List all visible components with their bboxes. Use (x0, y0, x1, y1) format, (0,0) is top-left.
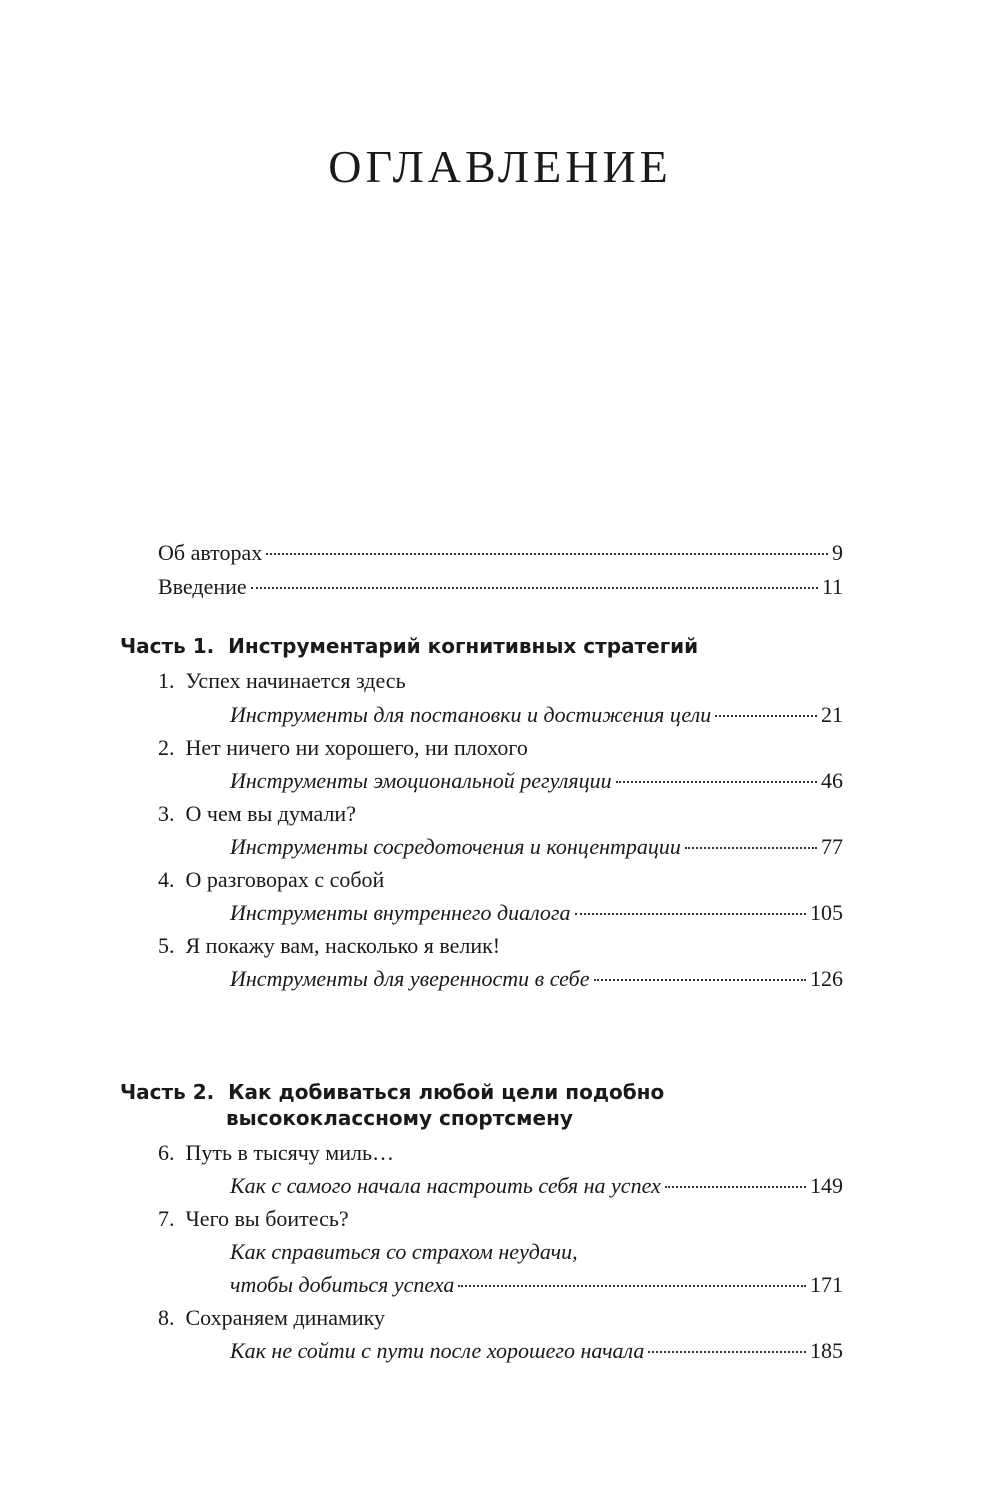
toc-page-number: 77 (821, 834, 843, 859)
chapter-7-title[interactable] (158, 1206, 349, 1232)
chapter-title: Путь в тысячу миль… (185, 1140, 394, 1165)
chapter-number: 3. (158, 801, 175, 826)
part-label: Часть 1. (120, 634, 215, 658)
part-2-heading (120, 1080, 664, 1104)
chapter-subtitle: Инструменты для постановки и достижения цели (230, 702, 712, 727)
chapter-title: Я покажу вам, насколько я велик! (185, 933, 501, 958)
toc-page-number: 105 (810, 900, 843, 925)
chapter-6-title[interactable] (158, 1140, 394, 1166)
chapter-5-subtitle-entry[interactable] (230, 966, 843, 992)
dot-leader (575, 913, 806, 915)
toc-page-number: 46 (821, 768, 843, 793)
chapter-6-subtitle-entry[interactable] (230, 1173, 843, 1199)
part-label: Часть 2. (120, 1080, 215, 1104)
chapter-number: 2. (158, 735, 175, 760)
chapter-number: 4. (158, 867, 175, 892)
chapter-subtitle: Инструменты эмоциональной регуляции (230, 768, 612, 793)
toc-page-number: 185 (810, 1338, 843, 1363)
chapter-3-subtitle-entry[interactable] (230, 834, 843, 860)
chapter-title: Сохраняем динамику (185, 1305, 386, 1330)
dot-leader (594, 979, 807, 981)
chapter-subtitle: Инструменты для уверенности в себе (230, 966, 590, 991)
chapter-number: 6. (158, 1140, 175, 1165)
toc-page-number: 9 (832, 540, 843, 565)
part-1-heading (120, 634, 698, 658)
dot-leader (616, 781, 817, 783)
chapter-1-title[interactable] (158, 668, 406, 694)
chapter-number: 5. (158, 933, 175, 958)
chapter-title: Успех начинается здесь (185, 668, 406, 693)
part-title-line-1: Как добиваться любой цели подобно (228, 1080, 665, 1104)
chapter-5-title[interactable] (158, 933, 500, 959)
chapter-subtitle: Как с самого начала настроить себя на успех (230, 1173, 661, 1198)
chapter-7-subtitle-line-1[interactable] (230, 1239, 578, 1265)
chapter-number: 8. (158, 1305, 175, 1330)
part-2-heading-continued (226, 1106, 573, 1130)
chapter-2-subtitle-entry[interactable] (230, 768, 843, 794)
toc-entry-label: Введение (158, 574, 247, 599)
dot-leader (266, 553, 828, 555)
dot-leader (665, 1186, 806, 1188)
chapter-number: 7. (158, 1206, 175, 1231)
toc-entry-about-authors[interactable] (158, 540, 843, 566)
part-title: Инструментарий когнитивных стратегий (228, 634, 699, 658)
toc-page-number: 171 (810, 1272, 843, 1297)
chapter-subtitle: Как не сойти с пути после хорошего начала (230, 1338, 645, 1363)
chapter-8-title[interactable] (158, 1305, 385, 1331)
chapter-4-title[interactable] (158, 867, 384, 893)
chapter-1-subtitle-entry[interactable] (230, 702, 843, 728)
chapter-subtitle: Инструменты внутреннего диалога (230, 900, 571, 925)
toc-entry-label: Об авторах (158, 540, 263, 565)
chapter-number: 1. (158, 668, 175, 693)
toc-page-number: 21 (821, 702, 843, 727)
toc-entry-introduction[interactable] (158, 574, 843, 600)
part-title-line-2: высококлассному спортсмену (226, 1106, 573, 1130)
toc-page-number: 126 (810, 966, 843, 991)
chapter-title: Нет ничего ни хорошего, ни плохого (185, 735, 528, 760)
chapter-subtitle: Как справиться со страхом неудачи, (230, 1239, 578, 1264)
chapter-title: О чем вы думали? (185, 801, 356, 826)
chapter-3-title[interactable] (158, 801, 356, 827)
dot-leader (715, 715, 817, 717)
chapter-2-title[interactable] (158, 735, 528, 761)
chapter-title: О разговорах с собой (185, 867, 385, 892)
dot-leader (251, 587, 818, 589)
chapter-title: Чего вы боитесь? (185, 1206, 349, 1231)
chapter-8-subtitle-entry[interactable] (230, 1338, 843, 1364)
chapter-4-subtitle-entry[interactable] (230, 900, 843, 926)
page-title: ОГЛАВЛЕНИЕ (328, 141, 672, 192)
toc-page-number: 149 (810, 1173, 843, 1198)
chapter-subtitle: чтобы добиться успеха (230, 1272, 455, 1297)
chapter-subtitle: Инструменты сосредоточения и концентрации (230, 834, 681, 859)
dot-leader (458, 1285, 806, 1287)
dot-leader (648, 1351, 806, 1353)
chapter-7-subtitle-entry[interactable] (230, 1272, 843, 1298)
dot-leader (685, 847, 817, 849)
toc-page-number: 11 (821, 574, 843, 599)
